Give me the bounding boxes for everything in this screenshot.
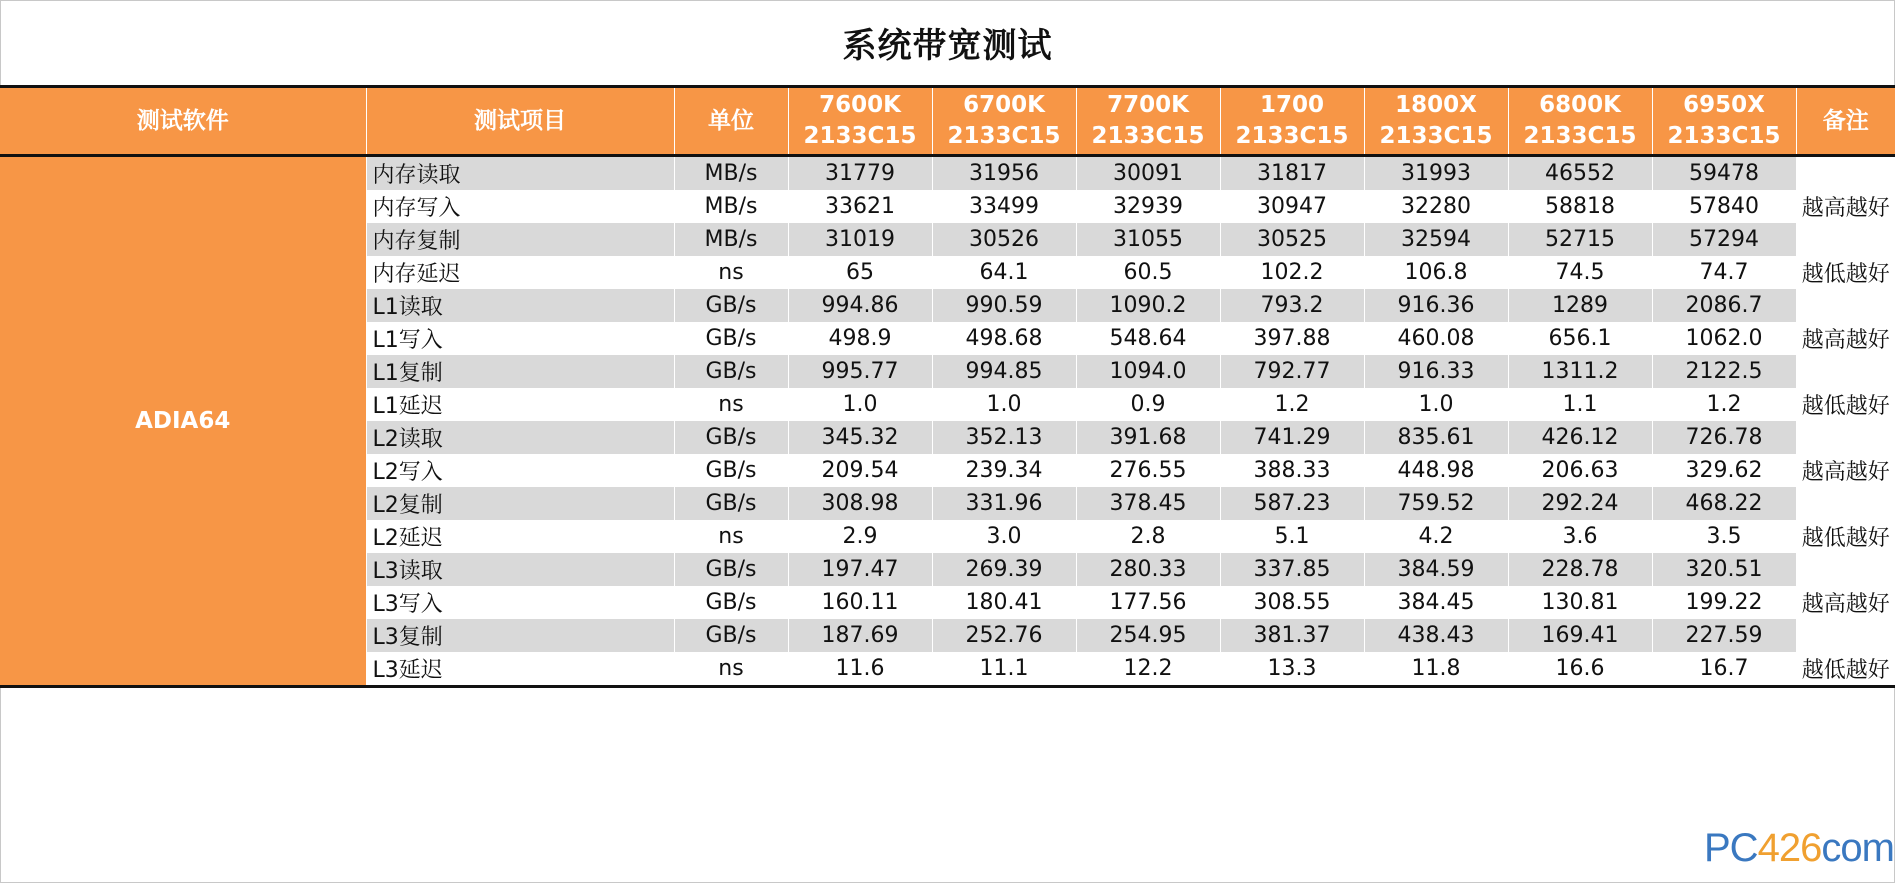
- header-cpu-mem: 2133C15: [947, 123, 1061, 149]
- value-cell: 102.2: [1220, 256, 1364, 289]
- remark-cell: 越高越好: [1796, 289, 1895, 388]
- value-cell: 292.24: [1508, 487, 1652, 520]
- value-cell: 331.96: [932, 487, 1076, 520]
- unit-cell: GB/s: [674, 586, 788, 619]
- value-cell: 2.8: [1076, 520, 1220, 553]
- value-cell: 31019: [788, 223, 932, 256]
- value-cell: 1289: [1508, 289, 1652, 322]
- value-cell: 793.2: [1220, 289, 1364, 322]
- header-cpu-name: 6950X: [1683, 92, 1765, 118]
- item-cell: 内存读取: [366, 156, 674, 191]
- value-cell: 65: [788, 256, 932, 289]
- value-cell: 106.8: [1364, 256, 1508, 289]
- item-cell: L3复制: [366, 619, 674, 652]
- value-cell: 1.2: [1652, 388, 1796, 421]
- unit-cell: MB/s: [674, 190, 788, 223]
- value-cell: 4.2: [1364, 520, 1508, 553]
- value-cell: 11.1: [932, 652, 1076, 687]
- value-cell: 31956: [932, 156, 1076, 191]
- value-cell: 130.81: [1508, 586, 1652, 619]
- page-title: 系统带宽测试: [842, 26, 1053, 66]
- value-cell: 741.29: [1220, 421, 1364, 454]
- value-cell: 5.1: [1220, 520, 1364, 553]
- header-cpu-mem: 2133C15: [1235, 123, 1349, 149]
- value-cell: 227.59: [1652, 619, 1796, 652]
- value-cell: 187.69: [788, 619, 932, 652]
- unit-cell: GB/s: [674, 289, 788, 322]
- item-cell: 内存写入: [366, 190, 674, 223]
- value-cell: 759.52: [1364, 487, 1508, 520]
- item-cell: L1写入: [366, 322, 674, 355]
- header-cpu-mem: 2133C15: [1091, 123, 1205, 149]
- header-cpu-name: 7600K: [819, 92, 901, 118]
- header-cpu-name: 6700K: [963, 92, 1045, 118]
- value-cell: 33621: [788, 190, 932, 223]
- header-software: 测试软件: [0, 87, 366, 156]
- value-cell: 46552: [1508, 156, 1652, 191]
- value-cell: 177.56: [1076, 586, 1220, 619]
- item-cell: 内存延迟: [366, 256, 674, 289]
- item-cell: 内存复制: [366, 223, 674, 256]
- value-cell: 276.55: [1076, 454, 1220, 487]
- value-cell: 426.12: [1508, 421, 1652, 454]
- value-cell: 31817: [1220, 156, 1364, 191]
- item-cell: L2写入: [366, 454, 674, 487]
- value-cell: 460.08: [1364, 322, 1508, 355]
- value-cell: 994.85: [932, 355, 1076, 388]
- value-cell: 11.6: [788, 652, 932, 687]
- watermark-part3: com: [1821, 826, 1894, 870]
- value-cell: 381.37: [1220, 619, 1364, 652]
- value-cell: 548.64: [1076, 322, 1220, 355]
- bandwidth-table: [0, 85, 1895, 688]
- watermark-part2: 426: [1757, 826, 1822, 870]
- value-cell: 0.9: [1076, 388, 1220, 421]
- value-cell: 916.36: [1364, 289, 1508, 322]
- value-cell: 16.7: [1652, 652, 1796, 687]
- value-cell: 2122.5: [1652, 355, 1796, 388]
- header-cpu-5: [1508, 87, 1652, 156]
- value-cell: 33499: [932, 190, 1076, 223]
- value-cell: 11.8: [1364, 652, 1508, 687]
- remark-cell: 越高越好: [1796, 553, 1895, 652]
- header-cpu-2: [1076, 87, 1220, 156]
- header-cpu-6: [1652, 87, 1796, 156]
- unit-cell: ns: [674, 388, 788, 421]
- value-cell: 378.45: [1076, 487, 1220, 520]
- header-cpu-mem: 2133C15: [1379, 123, 1493, 149]
- item-cell: L3延迟: [366, 652, 674, 687]
- value-cell: 30526: [932, 223, 1076, 256]
- value-cell: 59478: [1652, 156, 1796, 191]
- remark-cell: 越低越好: [1796, 520, 1895, 553]
- value-cell: 587.23: [1220, 487, 1364, 520]
- value-cell: 74.5: [1508, 256, 1652, 289]
- value-cell: 352.13: [932, 421, 1076, 454]
- header-cpu-name: 1800X: [1395, 92, 1477, 118]
- unit-cell: GB/s: [674, 421, 788, 454]
- value-cell: 994.86: [788, 289, 932, 322]
- value-cell: 1.0: [1364, 388, 1508, 421]
- value-cell: 337.85: [1220, 553, 1364, 586]
- value-cell: 345.32: [788, 421, 932, 454]
- value-cell: 280.33: [1076, 553, 1220, 586]
- header-unit: 单位: [674, 87, 788, 156]
- value-cell: 57840: [1652, 190, 1796, 223]
- table-body: [0, 156, 1895, 687]
- header-row: [0, 87, 1895, 156]
- value-cell: 199.22: [1652, 586, 1796, 619]
- value-cell: 438.43: [1364, 619, 1508, 652]
- item-cell: L1复制: [366, 355, 674, 388]
- value-cell: 228.78: [1508, 553, 1652, 586]
- value-cell: 31055: [1076, 223, 1220, 256]
- value-cell: 835.61: [1364, 421, 1508, 454]
- value-cell: 64.1: [932, 256, 1076, 289]
- software-cell: ADIA64: [0, 156, 366, 687]
- header-cpu-0: [788, 87, 932, 156]
- value-cell: 498.68: [932, 322, 1076, 355]
- value-cell: 209.54: [788, 454, 932, 487]
- value-cell: 384.59: [1364, 553, 1508, 586]
- value-cell: 3.0: [932, 520, 1076, 553]
- header-cpu-mem: 2133C15: [1523, 123, 1637, 149]
- value-cell: 32594: [1364, 223, 1508, 256]
- item-cell: L2延迟: [366, 520, 674, 553]
- value-cell: 916.33: [1364, 355, 1508, 388]
- item-cell: L2复制: [366, 487, 674, 520]
- value-cell: 990.59: [932, 289, 1076, 322]
- value-cell: 308.98: [788, 487, 932, 520]
- value-cell: 16.6: [1508, 652, 1652, 687]
- value-cell: 254.95: [1076, 619, 1220, 652]
- value-cell: 169.41: [1508, 619, 1652, 652]
- unit-cell: GB/s: [674, 619, 788, 652]
- unit-cell: GB/s: [674, 355, 788, 388]
- unit-cell: ns: [674, 256, 788, 289]
- header-cpu-1: [932, 87, 1076, 156]
- value-cell: 391.68: [1076, 421, 1220, 454]
- value-cell: 31779: [788, 156, 932, 191]
- value-cell: 792.77: [1220, 355, 1364, 388]
- value-cell: 1311.2: [1508, 355, 1652, 388]
- value-cell: 468.22: [1652, 487, 1796, 520]
- value-cell: 384.45: [1364, 586, 1508, 619]
- value-cell: 388.33: [1220, 454, 1364, 487]
- item-cell: L3读取: [366, 553, 674, 586]
- value-cell: 329.62: [1652, 454, 1796, 487]
- item-cell: L1读取: [366, 289, 674, 322]
- value-cell: 160.11: [788, 586, 932, 619]
- value-cell: 57294: [1652, 223, 1796, 256]
- unit-cell: GB/s: [674, 322, 788, 355]
- value-cell: 30091: [1076, 156, 1220, 191]
- value-cell: 656.1: [1508, 322, 1652, 355]
- value-cell: 1.0: [788, 388, 932, 421]
- value-cell: 239.34: [932, 454, 1076, 487]
- unit-cell: GB/s: [674, 454, 788, 487]
- item-cell: L3写入: [366, 586, 674, 619]
- watermark-logo: [1704, 826, 1894, 871]
- header-cpu-4: [1364, 87, 1508, 156]
- remark-cell: 越低越好: [1796, 652, 1895, 687]
- unit-cell: GB/s: [674, 487, 788, 520]
- value-cell: 197.47: [788, 553, 932, 586]
- header-remark: 备注: [1796, 87, 1895, 156]
- value-cell: 2.9: [788, 520, 932, 553]
- header-cpu-name: 7700K: [1107, 92, 1189, 118]
- value-cell: 52715: [1508, 223, 1652, 256]
- value-cell: 180.41: [932, 586, 1076, 619]
- value-cell: 30947: [1220, 190, 1364, 223]
- unit-cell: ns: [674, 520, 788, 553]
- value-cell: 32939: [1076, 190, 1220, 223]
- value-cell: 252.76: [932, 619, 1076, 652]
- header-cpu-name: 6800K: [1539, 92, 1621, 118]
- header-item: 测试项目: [366, 87, 674, 156]
- item-cell: L1延迟: [366, 388, 674, 421]
- value-cell: 448.98: [1364, 454, 1508, 487]
- remark-cell: 越低越好: [1796, 388, 1895, 421]
- unit-cell: MB/s: [674, 156, 788, 191]
- header-cpu-3: [1220, 87, 1364, 156]
- value-cell: 58818: [1508, 190, 1652, 223]
- value-cell: 206.63: [1508, 454, 1652, 487]
- table-row: [0, 156, 1895, 191]
- header-cpu-name: 1700: [1259, 92, 1324, 118]
- header-cpu-mem: 2133C15: [803, 123, 917, 149]
- remark-cell: 越高越好: [1796, 156, 1895, 257]
- unit-cell: MB/s: [674, 223, 788, 256]
- value-cell: 31993: [1364, 156, 1508, 191]
- value-cell: 308.55: [1220, 586, 1364, 619]
- unit-cell: GB/s: [674, 553, 788, 586]
- value-cell: 30525: [1220, 223, 1364, 256]
- value-cell: 3.6: [1508, 520, 1652, 553]
- value-cell: 13.3: [1220, 652, 1364, 687]
- value-cell: 1.1: [1508, 388, 1652, 421]
- value-cell: 498.9: [788, 322, 932, 355]
- remark-cell: 越高越好: [1796, 421, 1895, 520]
- item-cell: L2读取: [366, 421, 674, 454]
- value-cell: 60.5: [1076, 256, 1220, 289]
- value-cell: 1090.2: [1076, 289, 1220, 322]
- value-cell: 1062.0: [1652, 322, 1796, 355]
- value-cell: 1094.0: [1076, 355, 1220, 388]
- value-cell: 3.5: [1652, 520, 1796, 553]
- value-cell: 2086.7: [1652, 289, 1796, 322]
- value-cell: 269.39: [932, 553, 1076, 586]
- value-cell: 320.51: [1652, 553, 1796, 586]
- header-cpu-mem: 2133C15: [1667, 123, 1781, 149]
- value-cell: 1.2: [1220, 388, 1364, 421]
- value-cell: 12.2: [1076, 652, 1220, 687]
- value-cell: 397.88: [1220, 322, 1364, 355]
- remark-cell: 越低越好: [1796, 256, 1895, 289]
- unit-cell: ns: [674, 652, 788, 687]
- value-cell: 726.78: [1652, 421, 1796, 454]
- value-cell: 32280: [1364, 190, 1508, 223]
- value-cell: 995.77: [788, 355, 932, 388]
- value-cell: 74.7: [1652, 256, 1796, 289]
- watermark-part1: PC: [1704, 826, 1758, 870]
- value-cell: 1.0: [932, 388, 1076, 421]
